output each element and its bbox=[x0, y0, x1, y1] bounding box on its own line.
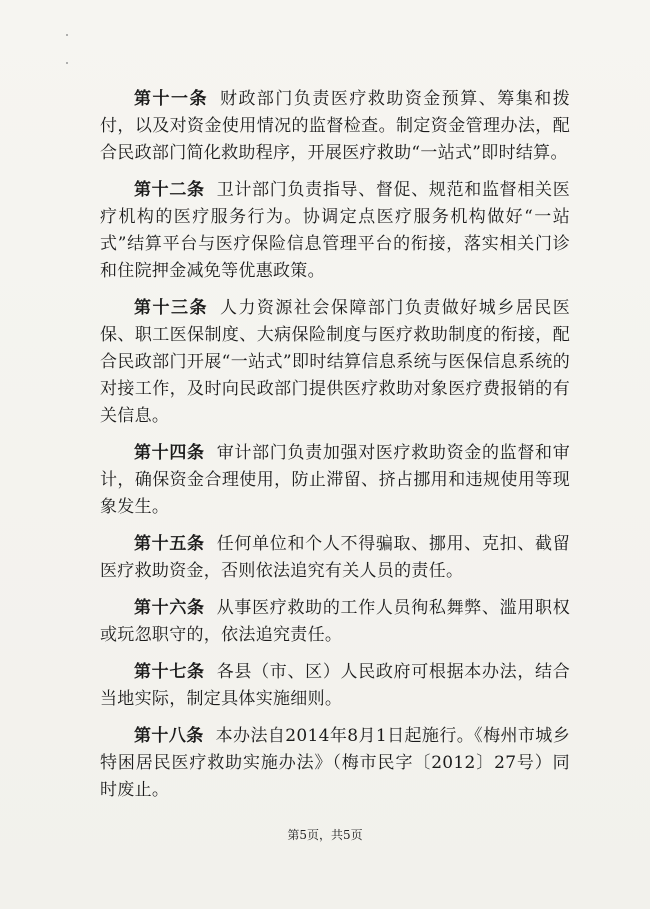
article-text: 卫计部门负责指导、督促、规范和监督相关医疗机构的医疗服务行为。协调定点医疗服务机构做好“一站式”结算平台与医疗保险信息管理平台的衔接，落实相关门诊和住院押金减免等优惠政策。 bbox=[100, 180, 571, 281]
scan-speck bbox=[66, 34, 68, 36]
article-text: 各县（市、区）人民政府可根据本办法，结合当地实际，制定具体实施细则。 bbox=[100, 662, 571, 709]
article-number: 第十六条 bbox=[134, 598, 205, 618]
page-number: 第5页，共5页 bbox=[287, 828, 363, 842]
article-text: 人力资源社会保障部门负责做好城乡居民医保、职工医保制度、大病保险制度与医疗救助制度的衔接，配合民政部门开展“一站式”即时结算信息系统与医保信息系统的对接工作，及时向民政部门提供医疗救助对象医疗费报销的有关信息。 bbox=[100, 298, 571, 426]
article-number: 第十四条 bbox=[134, 443, 205, 463]
article-15 bbox=[100, 531, 570, 585]
article-11 bbox=[100, 86, 570, 167]
article-number: 第十五条 bbox=[134, 534, 205, 554]
article-12 bbox=[100, 177, 570, 285]
article-number: 第十三条 bbox=[134, 298, 208, 318]
article-number: 第十七条 bbox=[134, 662, 205, 682]
article-16 bbox=[100, 595, 570, 649]
article-13 bbox=[100, 295, 570, 430]
article-number: 第十一条 bbox=[134, 89, 208, 109]
scan-speck bbox=[66, 62, 68, 64]
article-number: 第十八条 bbox=[134, 726, 204, 746]
article-number: 第十二条 bbox=[134, 180, 205, 200]
article-18 bbox=[100, 723, 570, 804]
document-body bbox=[100, 86, 570, 814]
article-text: 从事医疗救助的工作人员徇私舞弊、滥用职权或玩忽职守的，依法追究责任。 bbox=[100, 598, 571, 645]
article-text: 财政部门负责医疗救助资金预算、筹集和拨付，以及对资金使用情况的监督检查。制定资金管理办法，配合民政部门简化救助程序，开展医疗救助“一站式”即时结算。 bbox=[100, 89, 571, 163]
article-text: 审计部门负责加强对医疗救助资金的监督和审计，确保资金合理使用，防止滞留、挤占挪用和违规使用等现象发生。 bbox=[100, 443, 571, 517]
article-17 bbox=[100, 659, 570, 713]
article-text: 本办法自2014年8月1日起施行。《梅州市城乡特困居民医疗救助实施办法》（梅市民字〔2012〕27号）同时废止。 bbox=[100, 726, 571, 800]
article-text: 任何单位和个人不得骗取、挪用、克扣、截留医疗救助资金，否则依法追究有关人员的责任。 bbox=[100, 534, 571, 581]
article-14 bbox=[100, 440, 570, 521]
